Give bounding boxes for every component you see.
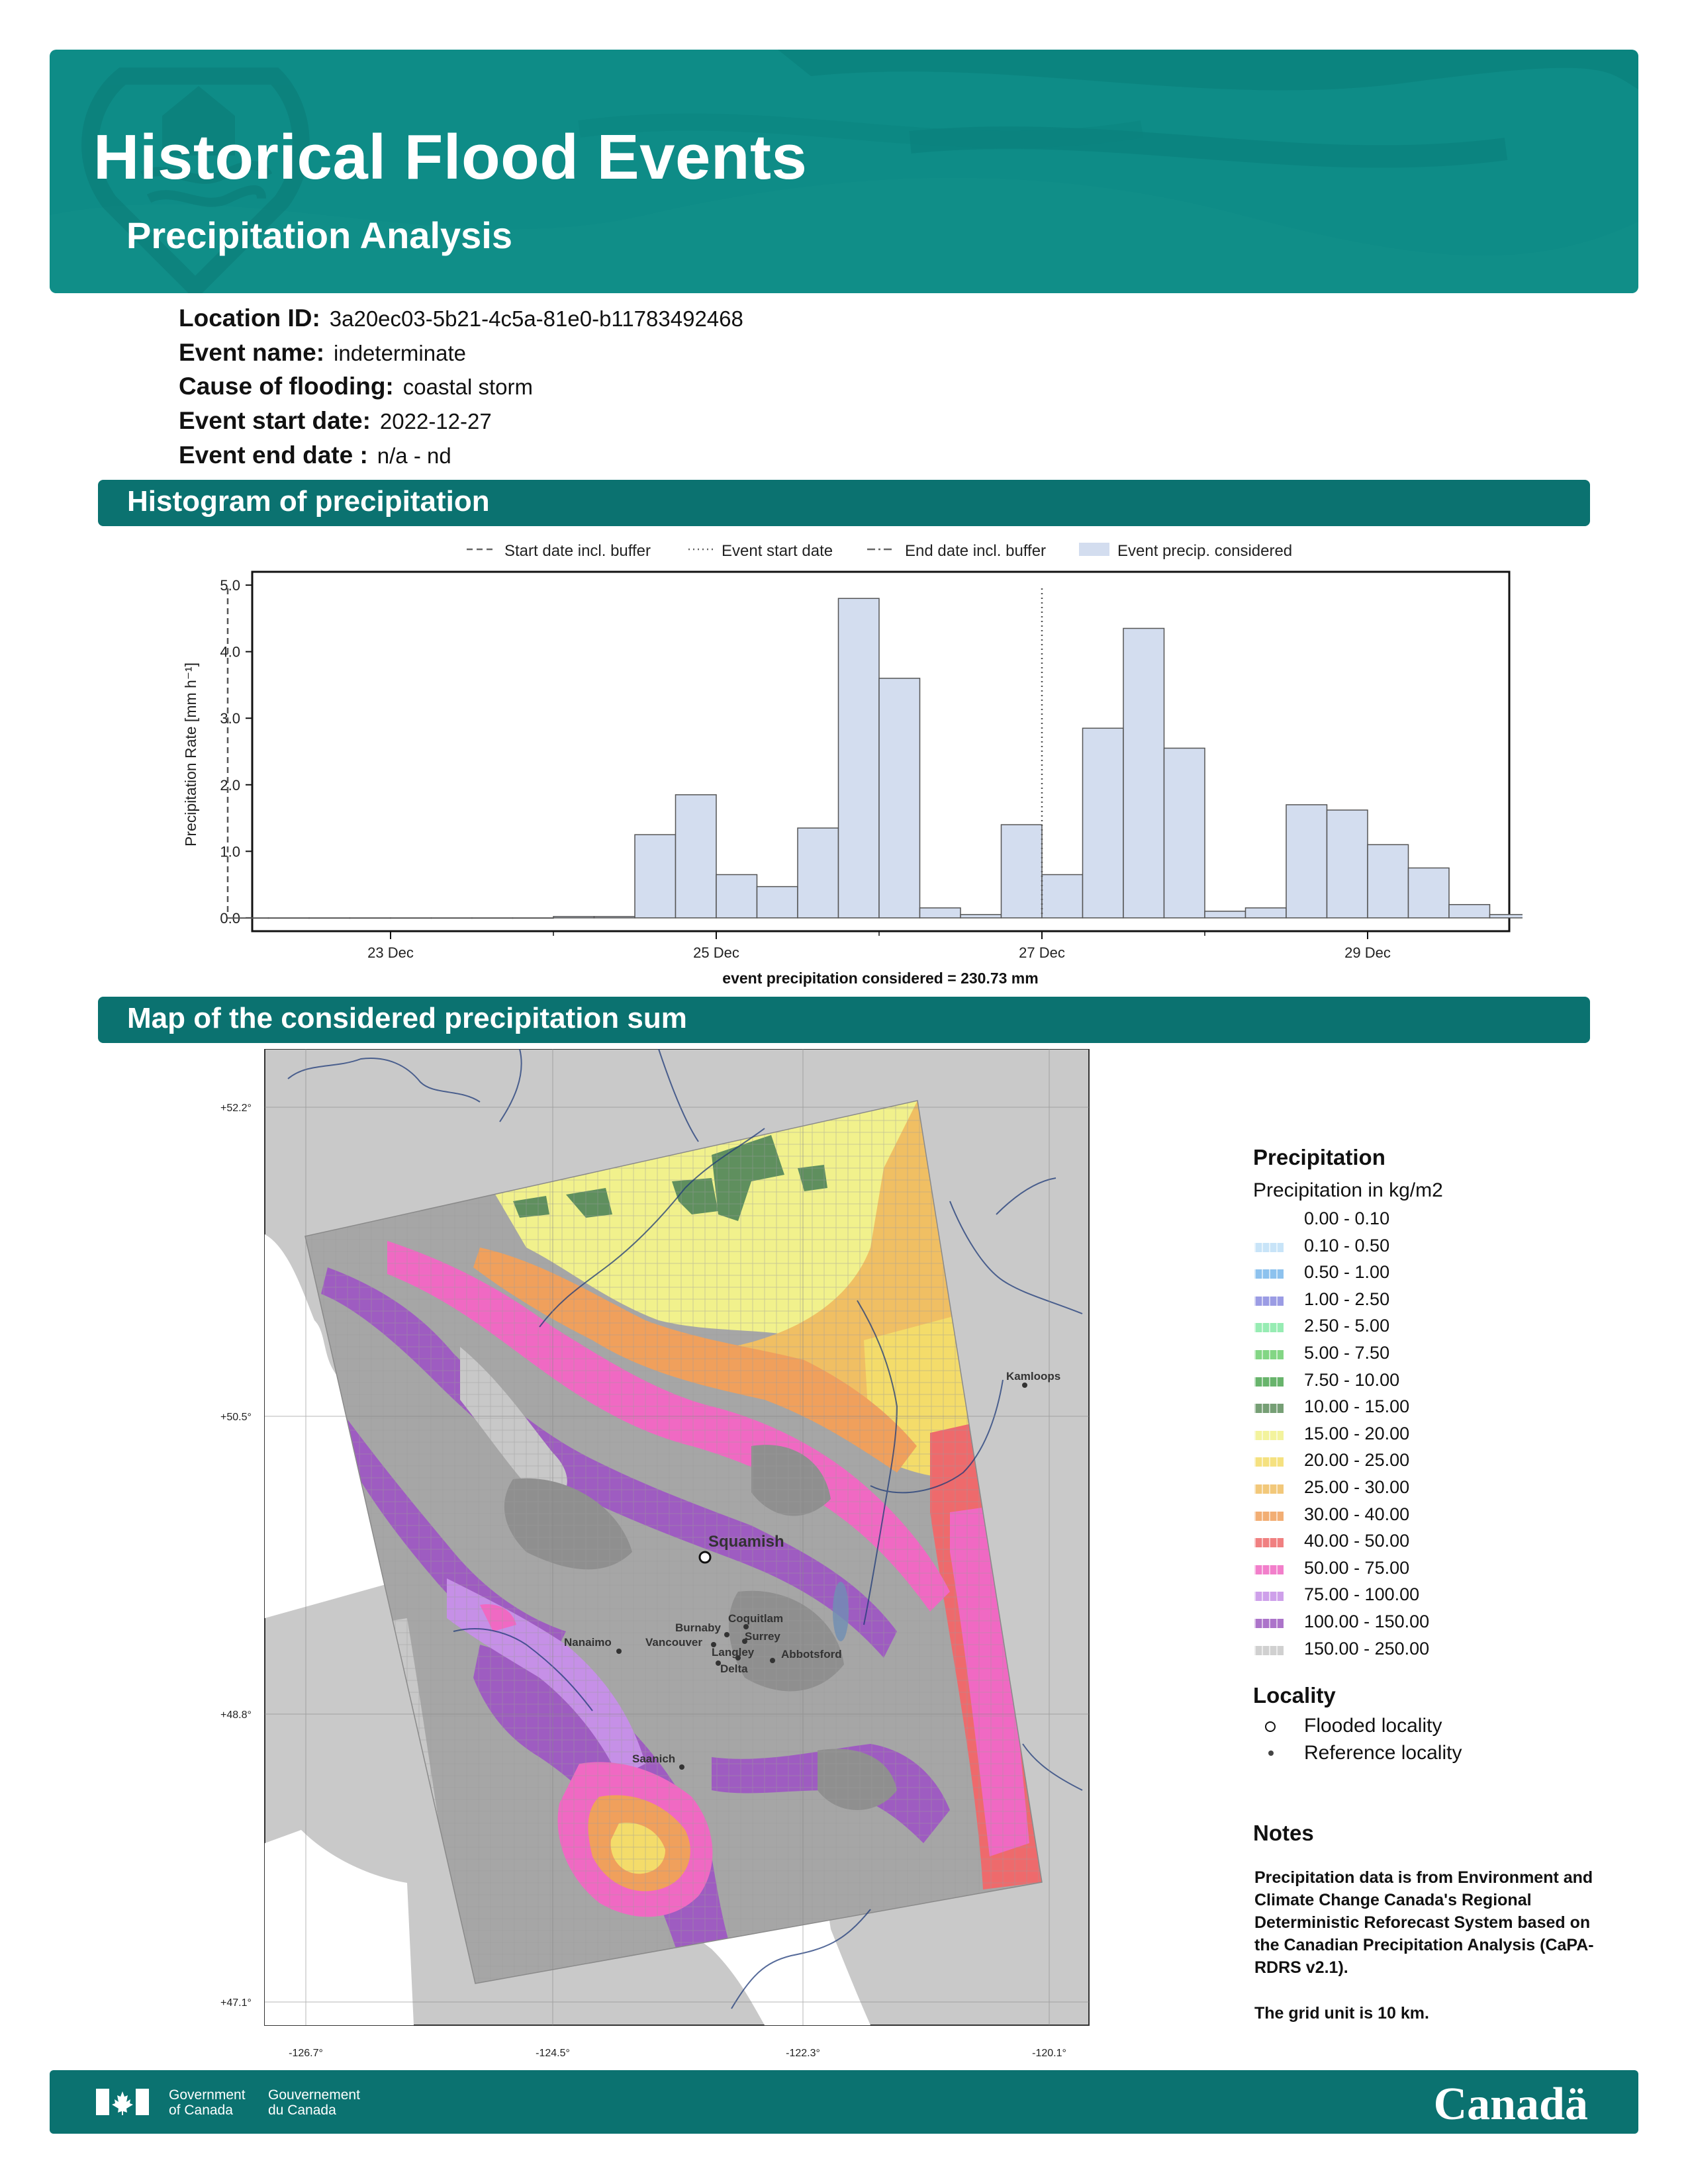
x-tick-label-0: 23 Dec [367,944,414,961]
map-section-header [98,997,1590,1043]
locality-nanaimo: Nanaimo [564,1636,612,1649]
legend-event-precip-label: Event precip. considered [1117,542,1293,560]
histogram-bar [1490,915,1523,918]
event-name-value: indeterminate [334,341,466,365]
legend-swatch-3 [1254,1297,1284,1306]
x-tick-label-3: 29 Dec [1344,944,1391,961]
legend-swatch-13 [1254,1565,1284,1574]
precipitation-map [169,1049,1102,2075]
histogram-bar [1409,868,1450,917]
lon-labels [289,2048,1066,2059]
histogram-bar [1042,875,1083,918]
map-canvas [169,1049,1102,2071]
locality-coquitlam: Coquitlam [728,1612,784,1625]
histogram-bar [635,835,676,918]
lat-label-52-2: +52.2° [220,1103,252,1114]
histogram-bar [879,678,920,918]
histogram-bar [228,918,269,919]
legend-swatch-15 [1254,1619,1284,1628]
location-value: 3a20ec03-5b21-4c5a-81e0-b11783492468 [329,306,743,331]
reference-locality-symbol [1268,1751,1274,1756]
histogram-bar [553,917,594,918]
y-tick-label-4: 4.0 [220,643,240,660]
histogram-bar [1368,844,1409,918]
histogram-bar [350,918,391,919]
locality-kamloops: Kamloops [1006,1370,1061,1383]
locality-saanich: Saanich [632,1752,676,1765]
legend-class-label-13: 50.00 - 75.00 [1304,1557,1410,1578]
lat-label-48-8: +48.8° [220,1709,252,1721]
histogram-bar [1164,748,1205,917]
histogram-bar [798,828,839,918]
lon-label-124-5: -124.5° [536,2048,570,2059]
page-subtitle: Precipitation Analysis [126,214,512,256]
start-date-label: Event start date: [179,407,371,434]
flooded-locality-marker [700,1552,710,1563]
lon-label-122-3: -122.3° [786,2048,820,2059]
legend-class-label-0: 0.00 - 0.10 [1304,1208,1390,1228]
legend-event-start-label: Event start date [722,542,833,560]
histogram-bar [1449,905,1490,918]
x-axis-label: event precipitation considered = 230.73 mm [722,970,1039,987]
notes-title: Notes [1253,1821,1314,1845]
reference-marker-saanich [679,1764,684,1770]
locality-squamish: Squamish [708,1533,784,1551]
reference-marker-burnaby [724,1632,729,1637]
locality-langley: Langley [712,1646,755,1659]
footer-gov-fr: Gouvernement du Canada [268,2087,360,2118]
reference-marker-kamloops [1022,1383,1027,1388]
histogram-section-header [98,480,1590,526]
info-start-date [179,407,492,435]
histogram-bar [1327,810,1368,918]
histogram-bar [432,918,473,919]
histogram-bar [676,795,717,918]
legend-swatch-8 [1254,1431,1284,1440]
end-date-label: Event end date : [179,441,368,469]
legend-swatch-9 [1254,1457,1284,1467]
histogram-bar [1205,911,1246,918]
reference-marker-coquitlam [743,1624,749,1629]
histogram-bar [839,598,880,918]
notes-text: Precipitation data is from Environment and Climate Change Canada's Regional Deterministic Reforecast System based on the Canadian Precipitation Analysis (CaPA-RDRS v2.1). [1254,1868,1594,1977]
canada-flag-icon [96,2089,149,2115]
x-tick-label-1: 25 Dec [693,944,739,961]
histogram-bar [1083,728,1124,918]
y-tick-label-2: 2.0 [220,776,240,794]
histogram-bar [716,875,757,918]
legend-class-label-11: 30.00 - 40.00 [1304,1504,1410,1524]
location-label: Location ID: [179,304,320,332]
legend-class-label-6: 7.50 - 10.00 [1304,1369,1400,1390]
x-axis-ticks [367,931,1523,961]
y-axis-label: Precipitation Rate [mm h⁻¹] [182,662,199,847]
legend-end-buffer-label: End date incl. buffer [905,542,1047,560]
flooded-locality-symbol [1265,1721,1276,1732]
legend-swatch-2 [1254,1269,1284,1279]
legend-swatch-11 [1254,1512,1284,1521]
legend-swatch-12 [1254,1538,1284,1547]
locality-delta: Delta [720,1662,748,1675]
legend-class-label-12: 40.00 - 50.00 [1304,1531,1410,1551]
reference-marker-nanaimo [616,1649,622,1654]
histogram-bar [391,918,432,919]
reference-marker-abbotsford [770,1658,775,1663]
footer-bar [50,2070,1638,2134]
precipitation-histogram [165,529,1523,993]
flooded-locality-label: Flooded locality [1304,1715,1442,1737]
legend-swatch-0 [1254,1216,1284,1225]
locality-abbotsford: Abbotsford [781,1648,842,1661]
chart-legend [467,542,1292,560]
locality-burnaby: Burnaby [675,1621,721,1634]
legend-swatch-6 [1254,1377,1284,1387]
legend-swatch-10 [1254,1484,1284,1494]
page-title: Historical Flood Events [93,122,808,193]
start-date-value: 2022-12-27 [379,409,492,433]
histogram-bar [594,917,635,918]
y-tick-label-5: 5.0 [220,577,240,594]
histogram-bar [309,918,350,919]
info-cause [179,373,533,400]
lat-label-47-1: +47.1° [220,1997,252,2009]
canada-wordmark: Canadä [1433,2079,1588,2130]
y-tick-label-0: 0.0 [220,909,240,927]
legend-class-label-2: 0.50 - 1.00 [1304,1262,1390,1283]
reference-locality-label: Reference locality [1304,1742,1462,1764]
lat-label-50-5: +50.5° [220,1412,252,1423]
histogram-bar [1246,908,1287,918]
cause-label: Cause of flooding: [179,373,394,400]
legend-swatch-14 [1254,1592,1284,1601]
legend-swatch-5 [1254,1350,1284,1359]
y-axis-ticks [220,577,252,927]
legend-class-label-5: 5.00 - 7.50 [1304,1343,1390,1363]
info-end-date [179,441,451,469]
x-tick-label-2: 27 Dec [1019,944,1065,961]
legend-event-precip-swatch [1079,543,1109,556]
precip-legend-subtitle: Precipitation in kg/m2 [1253,1179,1443,1201]
legend-class-label-8: 15.00 - 20.00 [1304,1423,1410,1443]
legend-class-label-1: 0.10 - 0.50 [1304,1235,1390,1255]
legend-class-label-3: 1.00 - 2.50 [1304,1289,1390,1309]
lon-label-126-7: -126.7° [289,2048,323,2059]
legend-swatch-16 [1254,1646,1284,1655]
locality-legend-title: Locality [1253,1683,1336,1707]
info-location [179,304,743,332]
footer-gov-en: Government of Canada [169,2087,246,2118]
legend-class-label-4: 2.50 - 5.00 [1304,1316,1390,1336]
precip-legend-title: Precipitation [1253,1145,1385,1169]
event-name-label: Event name: [179,339,325,366]
notes-grid-unit: The grid unit is 10 km. [1254,2004,1429,2023]
histogram-bar [269,918,310,919]
header-banner [50,50,1638,293]
lake-shape [833,1582,849,1641]
map-section-title: Map of the considered precipitation sum [127,1002,687,1034]
histogram-bar [1286,805,1327,918]
histogram-bar [1002,825,1043,918]
legend-start-buffer-label: Start date incl. buffer [504,542,651,560]
y-tick-label-1: 1.0 [220,843,240,860]
histogram-bar [920,908,961,918]
legend-class-label-15: 100.00 - 150.00 [1304,1612,1430,1631]
legend-class-label-7: 10.00 - 15.00 [1304,1396,1410,1417]
legend-class-label-9: 20.00 - 25.00 [1304,1450,1410,1471]
legend-class-label-10: 25.00 - 30.00 [1304,1477,1410,1497]
histogram-bar [1123,628,1164,917]
histogram-bar [961,915,1002,918]
info-event-name [179,339,466,367]
locality-surrey: Surrey [745,1630,780,1643]
legend-swatch-4 [1254,1323,1284,1332]
legend-swatch-7 [1254,1404,1284,1413]
y-tick-label-3: 3.0 [220,710,240,727]
cause-value: coastal storm [402,375,533,399]
histogram-bar [757,887,798,918]
legend-swatch-1 [1254,1243,1284,1252]
locality-vancouver: Vancouver [645,1636,702,1649]
histogram-bar [472,918,513,919]
legend-class-label-14: 75.00 - 100.00 [1304,1584,1420,1605]
lat-labels [220,1103,252,2009]
lon-label-120-1: -120.1° [1032,2048,1066,2059]
histogram-bar [513,918,554,919]
legend-class-label-16: 150.00 - 250.00 [1304,1638,1430,1659]
end-date-value: n/a - nd [377,443,451,468]
histogram-section-title: Histogram of precipitation [127,485,490,518]
